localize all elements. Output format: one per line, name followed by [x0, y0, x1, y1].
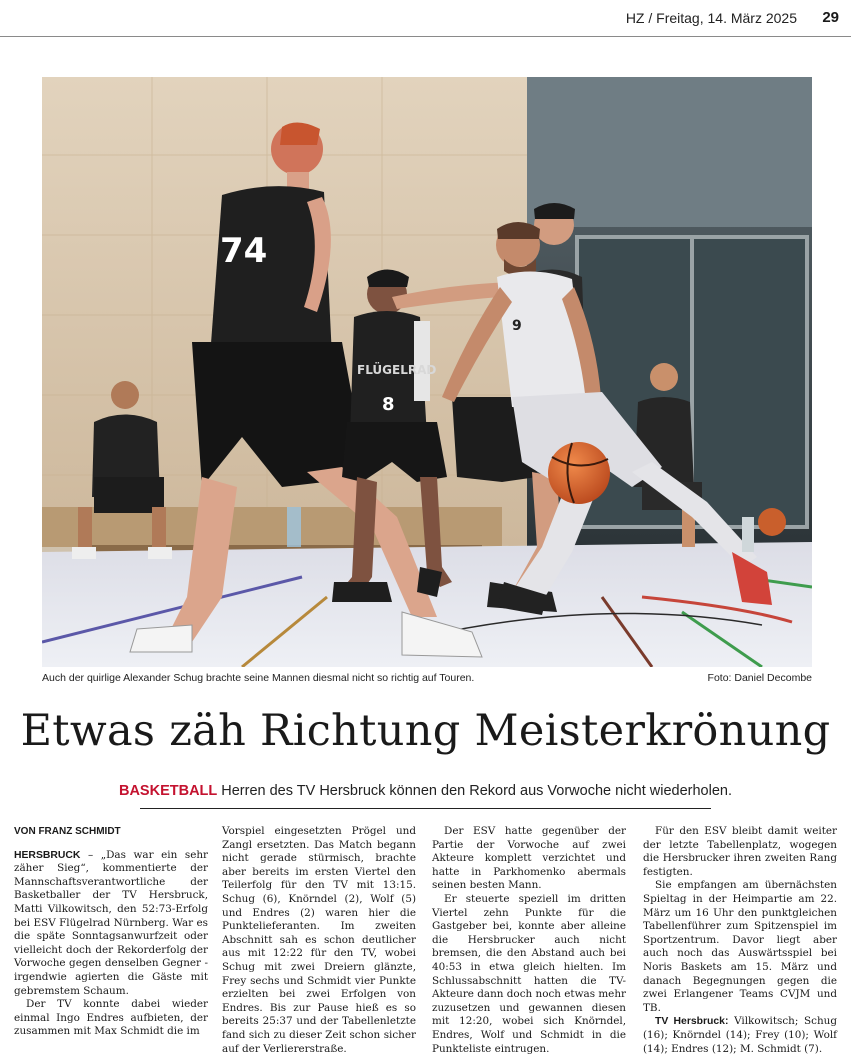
photo-caption-bar	[42, 672, 812, 688]
lineup-paragraph	[643, 1015, 837, 1056]
jersey-number-74: 74	[220, 231, 268, 271]
paragraph: Der TV konnte dabei wieder einmal Ingo Endres aufbieten, der zusammen mit Max Schmidt die im	[14, 998, 208, 1038]
article-column-2	[222, 825, 416, 1056]
subline-text: Herren des TV Hersbruck können den Rekord aus Vorwoche nicht wiederholen.	[221, 783, 733, 799]
photo-caption: Auch der quirlige Alexander Schug brachte seine Mannen diesmal nicht so richtig auf Touren.	[42, 672, 475, 684]
basketball-photo-illustration	[42, 77, 812, 667]
jersey-team-print: FLÜGELRAD	[357, 363, 437, 377]
page-number: 29	[822, 9, 839, 26]
lineup-text: Vilkowitsch; Schug (16); Knörndel (14); Frey (10); Wolf (14); Endres (12); M. Schmidt (7).	[643, 1015, 837, 1055]
page-header	[0, 0, 851, 37]
header-date-info: HZ / Freitag, 14. März 2025	[625, 10, 797, 26]
paragraph: Sie empfangen am übernächsten Spieltag in der Heimpartie am 22. März um 16 Uhr den punktgleichen Tabellenführer zum Spitzenspiel im Sportzentrum. Davor liegt aber auch noch das Auswärtsspiel bei Noris Baskets am 15. März und danach Begegnungen gegen die zwei Erlangener Teams CVJM und TB.	[643, 879, 837, 1014]
paragraph: Der ESV hatte gegenüber der Partie der Vorwoche auf zwei Akteure komplett verzichtet und hatte in Parkhomenko abermals seinen besten Mann.	[432, 825, 626, 892]
article-column-4	[643, 825, 837, 1056]
author-byline: VON FRANZ SCHMIDT	[14, 826, 121, 837]
lineup-team-label: TV Hersbruck:	[655, 1016, 729, 1028]
photo-credit: Foto: Daniel Decombe	[707, 672, 812, 684]
paragraph: Für den ESV bleibt damit weiter der letzte Tabellenplatz, wogegen die Hersbrucker ihren zweiten Rang festigten.	[643, 825, 837, 878]
article-subline	[0, 783, 851, 799]
paragraph-text: – „Das war ein sehr zäher Sieg“, kommentierte der Mannschaftsverantwortliche der Basketballer der TV Hersbruck, Matti Vilkowitsch, den 52:73-Erfolg bei ESV Flügelrad Nürnberg. War es die späte Sonntagsanwurfzeit oder vielleicht doch der Rekorderfolg der Vorwoche gegen denselben Gegner - irgendwie agierten die Gäste mit gebremstem Schaum.	[14, 848, 208, 997]
jersey-number-9: 9	[512, 318, 522, 334]
article-column-3	[432, 825, 626, 1056]
article-column-1	[14, 825, 208, 1039]
jersey-number-8: 8	[382, 394, 395, 415]
article-headline: Etwas zäh Richtung Meisterkrönung	[20, 706, 831, 756]
section-kicker: BASKETBALL	[118, 783, 218, 799]
paragraph: Er steuerte speziell im dritten Viertel zehn Punkte für die Gastgeber bei, konnte aber alleine die Hersbrucker auch nicht bremsen, die den Abstand auch bei 40:53 in etwa gleich hielten. Im Schlussabschnitt hatten die TV-Akteure dann doch noch etwas mehr zuzusetzen und gewannen diesen mit 12:20, wobei sich Knörndel, Endres, Wolf und Schmidt in die Punkteliste eintrugen.	[432, 892, 626, 1055]
paragraph: Vorspiel eingesetzten Prögel und Zangl ersetzten. Das Match begann nicht gerade stürmisch, brachte aber bereits im ersten Viertel den Teilerfolg für den TV mit 13:15. Schug (6), Knörndel (2), Wolf (5) und Endres (2) waren hier die Punktelieferanten. Im zweiten Abschnitt sah es schon deutlicher aus mit 12:22 für den TV, wobei Schug mit zwei Dreiern glänzte, Frey sechs und Schmidt vier Punkte erzielten bei zwei Erfolgen von Endres. Bis zur Pause hieß es so bereits 25:37 und der Tabellenletzte fand sich zu dieser Zeit schon sicher auf der Verliererstraße.	[222, 825, 416, 1055]
article-photo	[42, 77, 812, 667]
paragraph	[14, 849, 208, 999]
dateline-location: HERSBRUCK	[14, 849, 81, 861]
subline-rule	[140, 808, 711, 809]
